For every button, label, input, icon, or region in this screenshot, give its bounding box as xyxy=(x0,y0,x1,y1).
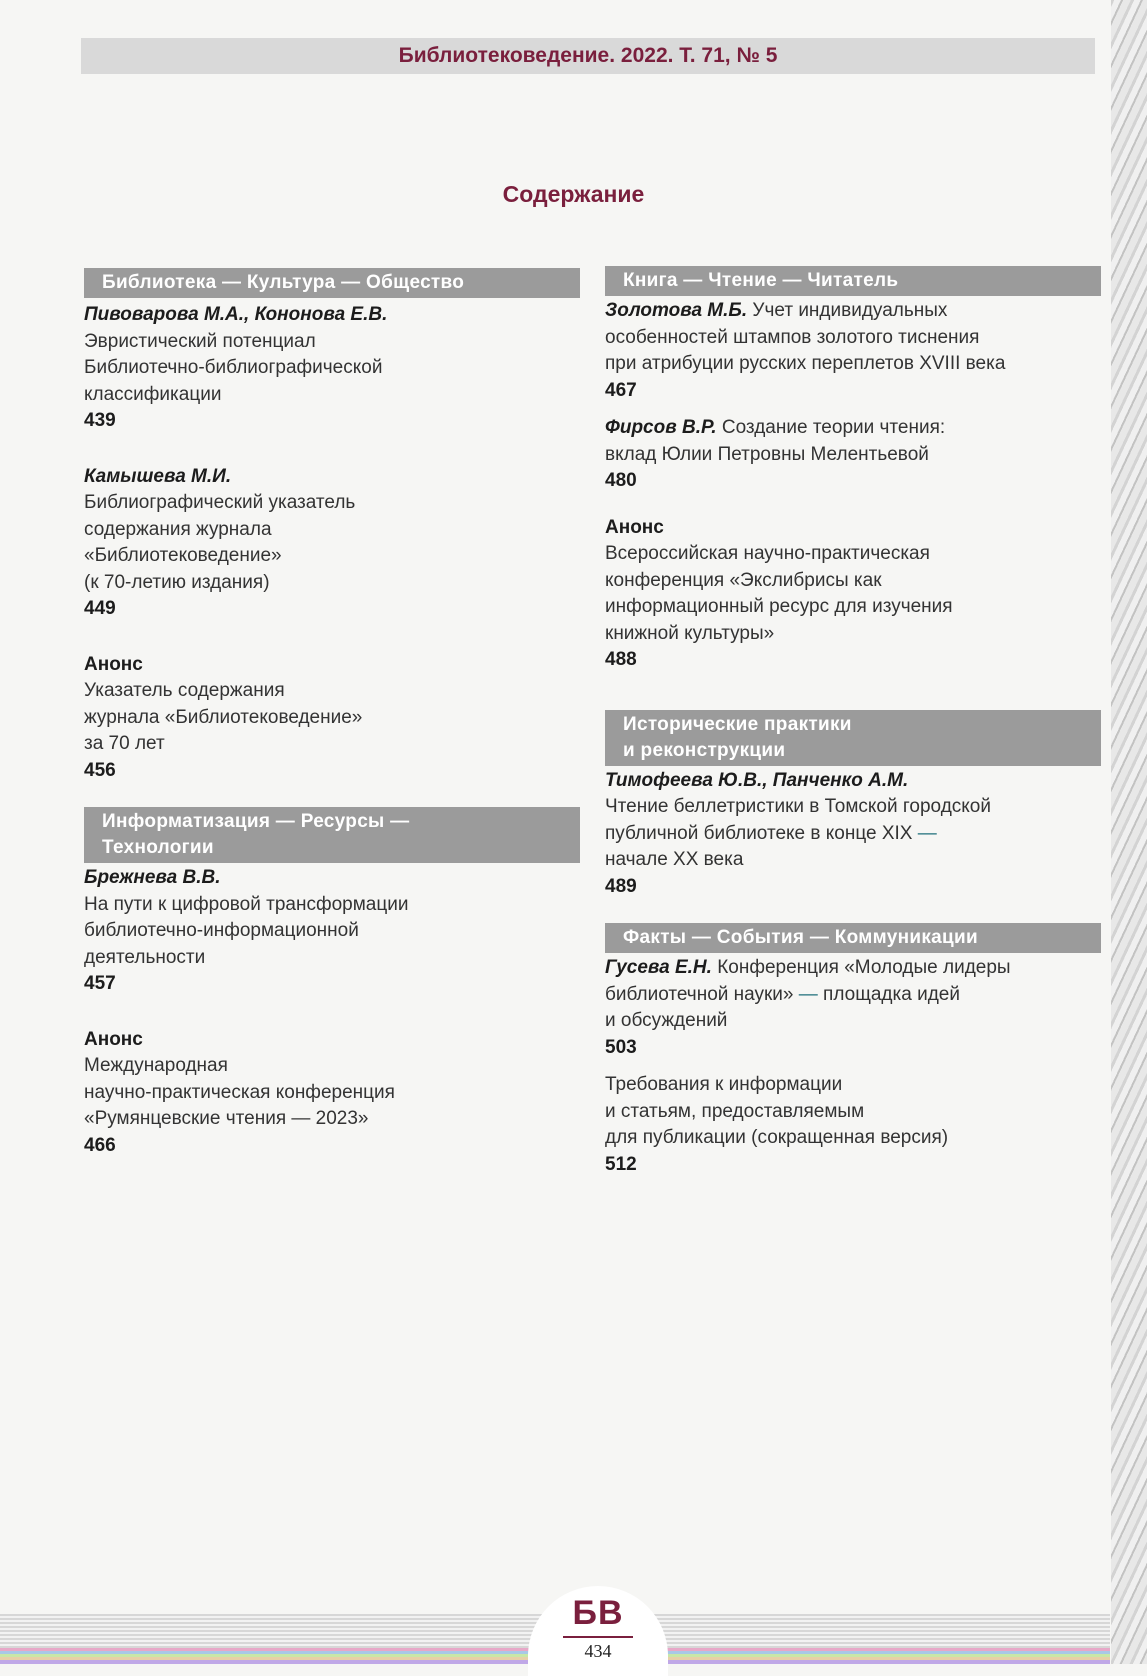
entry-title-line: площадка идей xyxy=(817,983,960,1005)
entry-page-number: 466 xyxy=(84,1134,116,1156)
entry-authors: Брежнева В.В. xyxy=(84,867,221,888)
entry-page-number: 439 xyxy=(84,410,116,431)
entry-title-line: информационный ресурс для изучения xyxy=(605,596,953,617)
section-heading xyxy=(605,710,1101,766)
page-number: 434 xyxy=(584,1641,612,1661)
entry-label: Анонс xyxy=(84,653,143,675)
entry-title-line: Эвристический потенциал xyxy=(84,330,316,352)
entry-title-line: «Библиотековедение» xyxy=(84,545,282,566)
entry-page-number: 457 xyxy=(84,973,116,994)
running-header: Библиотековедение. 2022. Т. 71, № 5 xyxy=(81,38,1095,74)
section-heading-line: Исторические практики xyxy=(623,713,852,735)
entry-authors: Гусева Е.Н. xyxy=(605,957,712,978)
entry-label: Анонс xyxy=(605,516,664,538)
dash-mark: — xyxy=(917,822,937,844)
section-heading xyxy=(84,807,580,863)
entry-title-line: Учет индивидуальных xyxy=(747,300,948,321)
entry-title-line: журнала «Библиотековедение» xyxy=(84,706,363,728)
entry-title-line: На пути к цифровой трансформации xyxy=(84,893,409,915)
entry-authors: Пивоварова М.А., Кононова Е.В. xyxy=(84,304,388,325)
entry-title-line: (к 70-летию издания) xyxy=(84,571,270,593)
entry-title-line: Конференция «Молодые лидеры xyxy=(711,957,1011,978)
entry-page-number: 512 xyxy=(605,1153,637,1175)
entry-page-number: 467 xyxy=(605,379,637,401)
entry-title-line: публичной библиотеке в конце XIX xyxy=(605,822,918,844)
toc-right-column xyxy=(605,266,1101,1178)
entry-authors: Камышева М.И. xyxy=(84,465,232,487)
section-heading: Библиотека — Культура — Общество xyxy=(84,268,580,298)
page-edge-illustration xyxy=(1111,0,1147,1664)
entry-title-line: и статьям, предоставляемым xyxy=(605,1100,865,1122)
entry-title-line: Требования к информации xyxy=(605,1074,843,1095)
entry-title-line: вклад Юлии Петровны Мелентьевой xyxy=(605,443,929,465)
entry-title-line: содержания журнала xyxy=(84,518,272,540)
toc-entry[interactable] xyxy=(84,464,580,623)
toc-entry[interactable] xyxy=(605,768,1101,901)
entry-page-number: 456 xyxy=(84,759,116,781)
entry-title-line: «Румянцевские чтения — 2023» xyxy=(84,1108,369,1129)
section-heading-line: и реконструкции xyxy=(623,739,786,761)
toc-left-column xyxy=(84,268,580,1159)
entry-label: Анонс xyxy=(84,1028,143,1050)
entry-title-line: конференция «Экслибрисы как xyxy=(605,569,882,591)
entry-title-line: Всероссийская научно-практическая xyxy=(605,543,930,564)
entry-page-number: 449 xyxy=(84,598,116,619)
toc-entry[interactable] xyxy=(84,302,580,435)
entry-title-line: Указатель содержания xyxy=(84,680,285,701)
toc-entry[interactable] xyxy=(605,515,1101,674)
entry-title-line: научно-практическая конференция xyxy=(84,1081,395,1103)
toc-entry[interactable] xyxy=(605,955,1101,1061)
section-heading: Книга — Чтение — Читатель xyxy=(605,266,1101,296)
entry-title-line: при атрибуции русских переплетов XVIII века xyxy=(605,353,1006,374)
entry-title-line: для публикации (сокращенная версия) xyxy=(605,1127,949,1148)
entry-page-number: 489 xyxy=(605,875,637,897)
entry-title-line: классификации xyxy=(84,383,222,405)
entry-title-line: библиотечной науки» xyxy=(605,983,799,1005)
entry-authors: Золотова М.Б. xyxy=(605,300,748,321)
section-heading-line: Технологии xyxy=(102,837,214,858)
toc-entry[interactable] xyxy=(84,865,580,998)
entry-title-line: Библиографический указатель xyxy=(84,492,356,513)
entry-page-number: 480 xyxy=(605,470,637,491)
toc-entry[interactable] xyxy=(84,652,580,785)
dash-mark: — xyxy=(798,983,818,1005)
section-heading: Факты — События — Коммуникации xyxy=(605,923,1101,953)
entry-title-line: Чтение беллетристики в Томской городской xyxy=(605,796,991,817)
entry-authors: Тимофеева Ю.В., Панченко А.М. xyxy=(605,769,909,791)
entry-title-line: особенностей штампов золотого тиснения xyxy=(605,326,980,348)
entry-title-line: книжной культуры» xyxy=(605,622,775,644)
page-title: Содержание xyxy=(502,181,645,207)
entry-title-line: Международная xyxy=(84,1055,228,1076)
toc-entry[interactable] xyxy=(605,1072,1101,1178)
toc-entry[interactable] xyxy=(84,1027,580,1160)
entry-title-line: начале XX века xyxy=(605,849,744,870)
entry-title-line: за 70 лет xyxy=(84,733,165,754)
entry-title-line: и обсуждений xyxy=(605,1010,728,1031)
toc-entry[interactable] xyxy=(605,298,1101,404)
section-heading-line: Информатизация — Ресурсы — xyxy=(102,811,410,832)
entry-title-line: Библиотечно-библиографической xyxy=(84,357,383,378)
entry-title-line: библиотечно-информационной xyxy=(84,920,359,941)
entry-page-number: 488 xyxy=(605,649,637,670)
journal-logo: БВ xyxy=(572,1594,624,1632)
entry-title-line: деятельности xyxy=(84,946,206,968)
entry-page-number: 503 xyxy=(605,1036,637,1058)
toc-entry[interactable] xyxy=(605,415,1101,495)
entry-title-line: Создание теории чтения: xyxy=(716,417,946,438)
entry-authors: Фирсов В.Р. xyxy=(605,417,717,438)
logo-divider xyxy=(563,1636,633,1638)
